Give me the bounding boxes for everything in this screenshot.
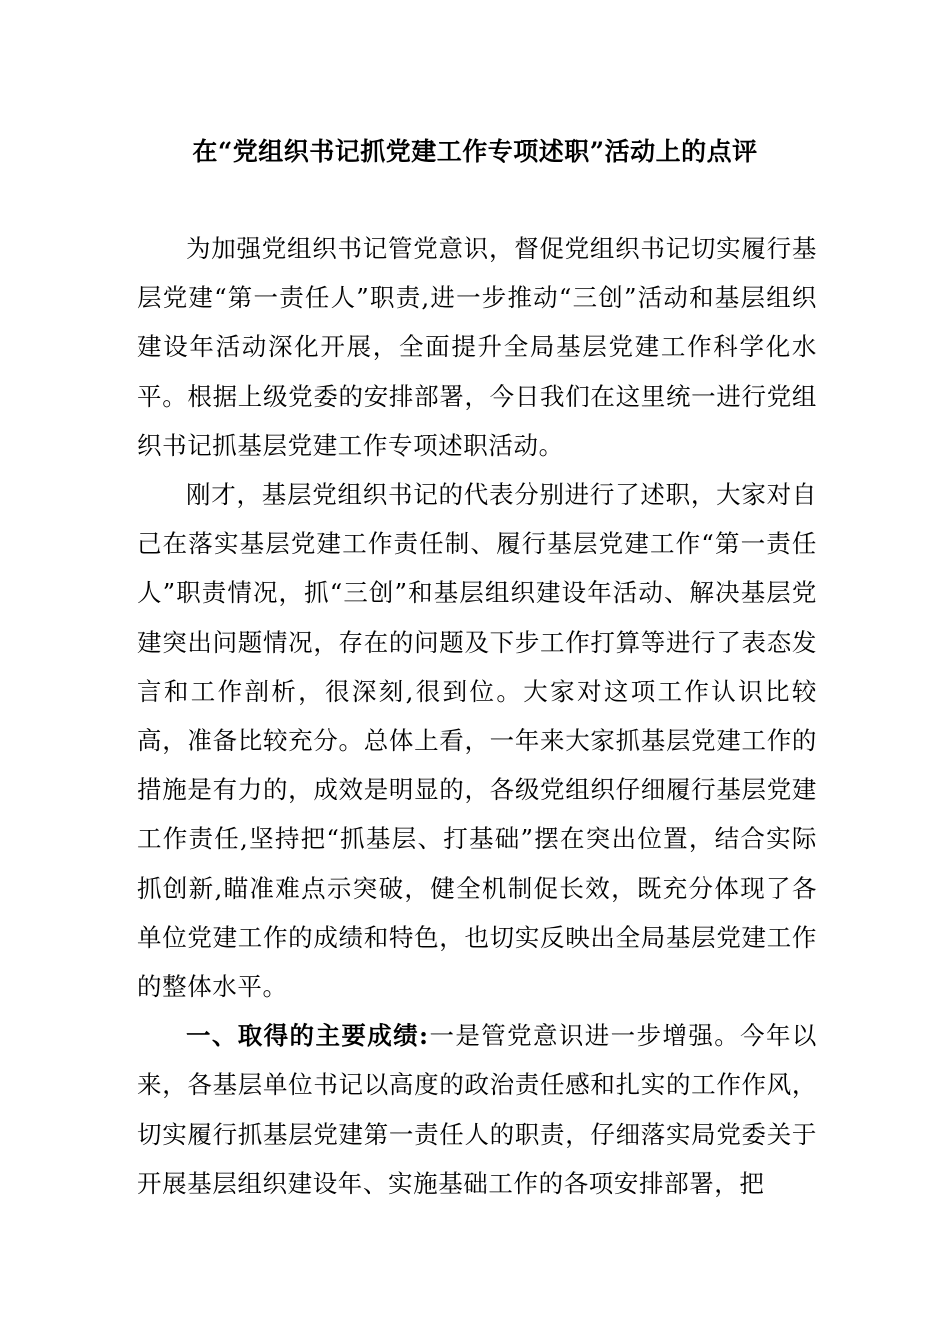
paragraph-1 xyxy=(137,224,817,470)
document-title: 在“党组织书记抓党建工作专项述职”活动上的点评 xyxy=(192,137,758,166)
paragraph-3 xyxy=(137,1011,817,1208)
paragraph-2-text: 刚才，基层党组织书记的代表分别进行了述职，大家对自己在落实基层党建工作责任制、履行基层党建工作“第一责任人”职责情况，抓“三创”和基层组织建设年活动、解决基层党建突出问题情况，存在的问题及下步工作打算等进行了表态发言和工作剖析，很深刻,很到位。大家对这项工作认识比较高，准备比较充分。总体上看，一年来大家抓基层党建工作的措施是有力的，成效是明显的，各级党组织仔细履行基层党建工作责任,坚持把“抓基层、打基础”摆在突出位置，结合实际抓创新,瞄准难点示突破，健全机制促长效，既充分体现了各单位党建工作的成绩和特色，也切实反映出全局基层党建工作的整体水平。 xyxy=(137,480,817,1002)
paragraph-1-text: 为加强党组织书记管党意识，督促党组织书记切实履行基层党建“第一责任人”职责,进一步推动“三创”活动和基层组织建设年活动深化开展，全面提升全局基层党建工作科学化水平。根据上级党委的安排部署，今日我们在这里统一进行党组织书记抓基层党建工作专项述职活动。 xyxy=(137,234,817,460)
paragraph-2 xyxy=(137,470,817,1011)
section-heading: 一、取得的主要成绩: xyxy=(186,1021,429,1051)
paragraph-3-text: 一是管党意识进一步增强。今年以来，各基层单位书记以高度的政治责任感和扎实的工作作风，切实履行抓基层党建第一责任人的职责，仔细落实局党委关于开展基层组织建设年、实施基础工作的各项安排部署，把 xyxy=(137,1021,818,1198)
document-body xyxy=(137,224,817,1208)
